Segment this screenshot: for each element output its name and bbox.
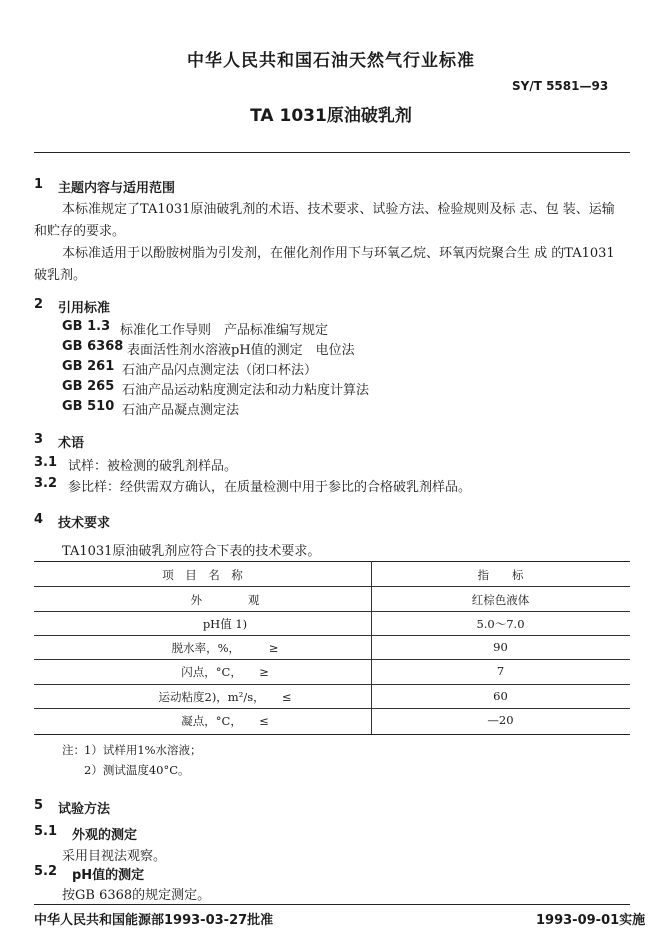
subsection-title: 外观的测定 [72,828,138,843]
table-row-rule [34,708,630,709]
section-4-heading: 技术要求 [58,516,111,531]
section-1-paragraph-2-line-1: 本标准适用于以酚胺树脂为引发剂，在催化剂作用下与环氧乙烷、环氧丙烷聚合生 成 的TA1031 [62,246,615,261]
section-1-heading: 主题内容与适用范围 [58,181,176,196]
note-item: 1）试样用1%水溶液； [84,743,202,757]
table-row-rule [34,611,630,612]
table-header-value: 指 标 [477,568,524,582]
table-bottom-rule [34,734,630,735]
table-header-item: 项 目 名 称 [162,568,243,582]
effective-date: 1993-09-01实施 [536,913,646,928]
section-1-paragraph-1-line-1: 本标准规定了TA1031原油破乳剂的术语、技术要求、试验方法、检验规则及标 志、包 装、运输 [62,202,615,217]
table-intro: TA1031原油破乳剂应符合下表的技术要求。 [62,544,321,559]
ref-code: GB 1.3 [62,319,111,334]
notes-label: 注： [62,743,85,757]
table-cell-value: 红棕色液体 [471,593,530,607]
org-title: 中华人民共和国石油天然气行业标准 [187,51,475,71]
document-title: TA 1031原油破乳剂 [250,106,412,126]
table-cell-item: 凝点，°C， ≤ [181,714,269,728]
table-top-rule [34,561,630,562]
table-cell-item: 运动粘度2)，m²/s， ≤ [158,690,292,704]
ref-code: GB 261 [62,359,115,374]
section-4-number: 4 [34,512,44,527]
subsection-number: 5.2 [34,864,58,879]
section-1-number: 1 [34,177,44,192]
ref-title: 石油产品运动粘度测定法和动力粘度计算法 [122,383,370,398]
section-3-heading: 术语 [58,436,85,451]
table-cell-item: 闪点，°C， ≥ [181,665,269,679]
term-text: 参比样：经供需双方确认，在质量检测中用于参比的合格破乳剂样品。 [68,480,472,495]
table-cell-value: 7 [496,664,505,678]
ref-code: GB 510 [62,399,115,414]
subsection-title: pH值的测定 [72,868,145,883]
term-number: 3.1 [34,455,58,470]
section-1-paragraph-2-line-2: 破乳剂。 [34,268,87,283]
table-cell-value: —20 [487,713,514,727]
section-2-heading: 引用标准 [58,301,111,316]
ref-title: 石油产品闪点测定法（闭口杯法） [122,363,318,378]
table-header-rule [34,586,630,587]
table-cell-item: 外 观 [190,593,260,607]
ref-title: 标准化工作导则 产品标准编写规定 [120,323,329,338]
section-3-number: 3 [34,432,44,447]
footer-rule [34,904,630,905]
ref-code: GB 6368 [62,339,124,354]
table-cell-value: 90 [493,640,508,654]
table-row-rule [34,684,630,685]
ref-code: GB 265 [62,379,115,394]
section-5-heading: 试验方法 [58,802,111,817]
term-text: 试样：被检测的破乳剂样品。 [68,459,238,474]
table-cell-value: 5.0～7.0 [476,617,525,631]
subsection-text: 按GB 6368的规定测定。 [62,888,211,903]
ref-title: 石油产品凝点测定法 [122,403,240,418]
table-row-rule [34,659,630,660]
table-cell-item: 脱水率，%， ≥ [171,641,279,655]
subsection-text: 采用目视法观察。 [62,849,167,864]
subsection-number: 5.1 [34,824,58,839]
ref-title: 表面活性剂水溶液pH值的测定 电位法 [127,343,355,358]
note-item: 2）测试温度40°C。 [84,763,190,777]
section-5-number: 5 [34,798,44,813]
term-number: 3.2 [34,476,58,491]
section-2-number: 2 [34,297,44,312]
table-row-rule [34,635,630,636]
table-cell-value: 60 [493,689,508,703]
standard-number: SY/T 5581—93 [512,79,609,93]
table-cell-item: pH值 1) [202,617,248,631]
approval-line: 中华人民共和国能源部1993-03-27批准 [34,913,274,928]
header-rule [34,152,630,153]
section-1-paragraph-1-line-2: 和贮存的要求。 [34,224,126,239]
